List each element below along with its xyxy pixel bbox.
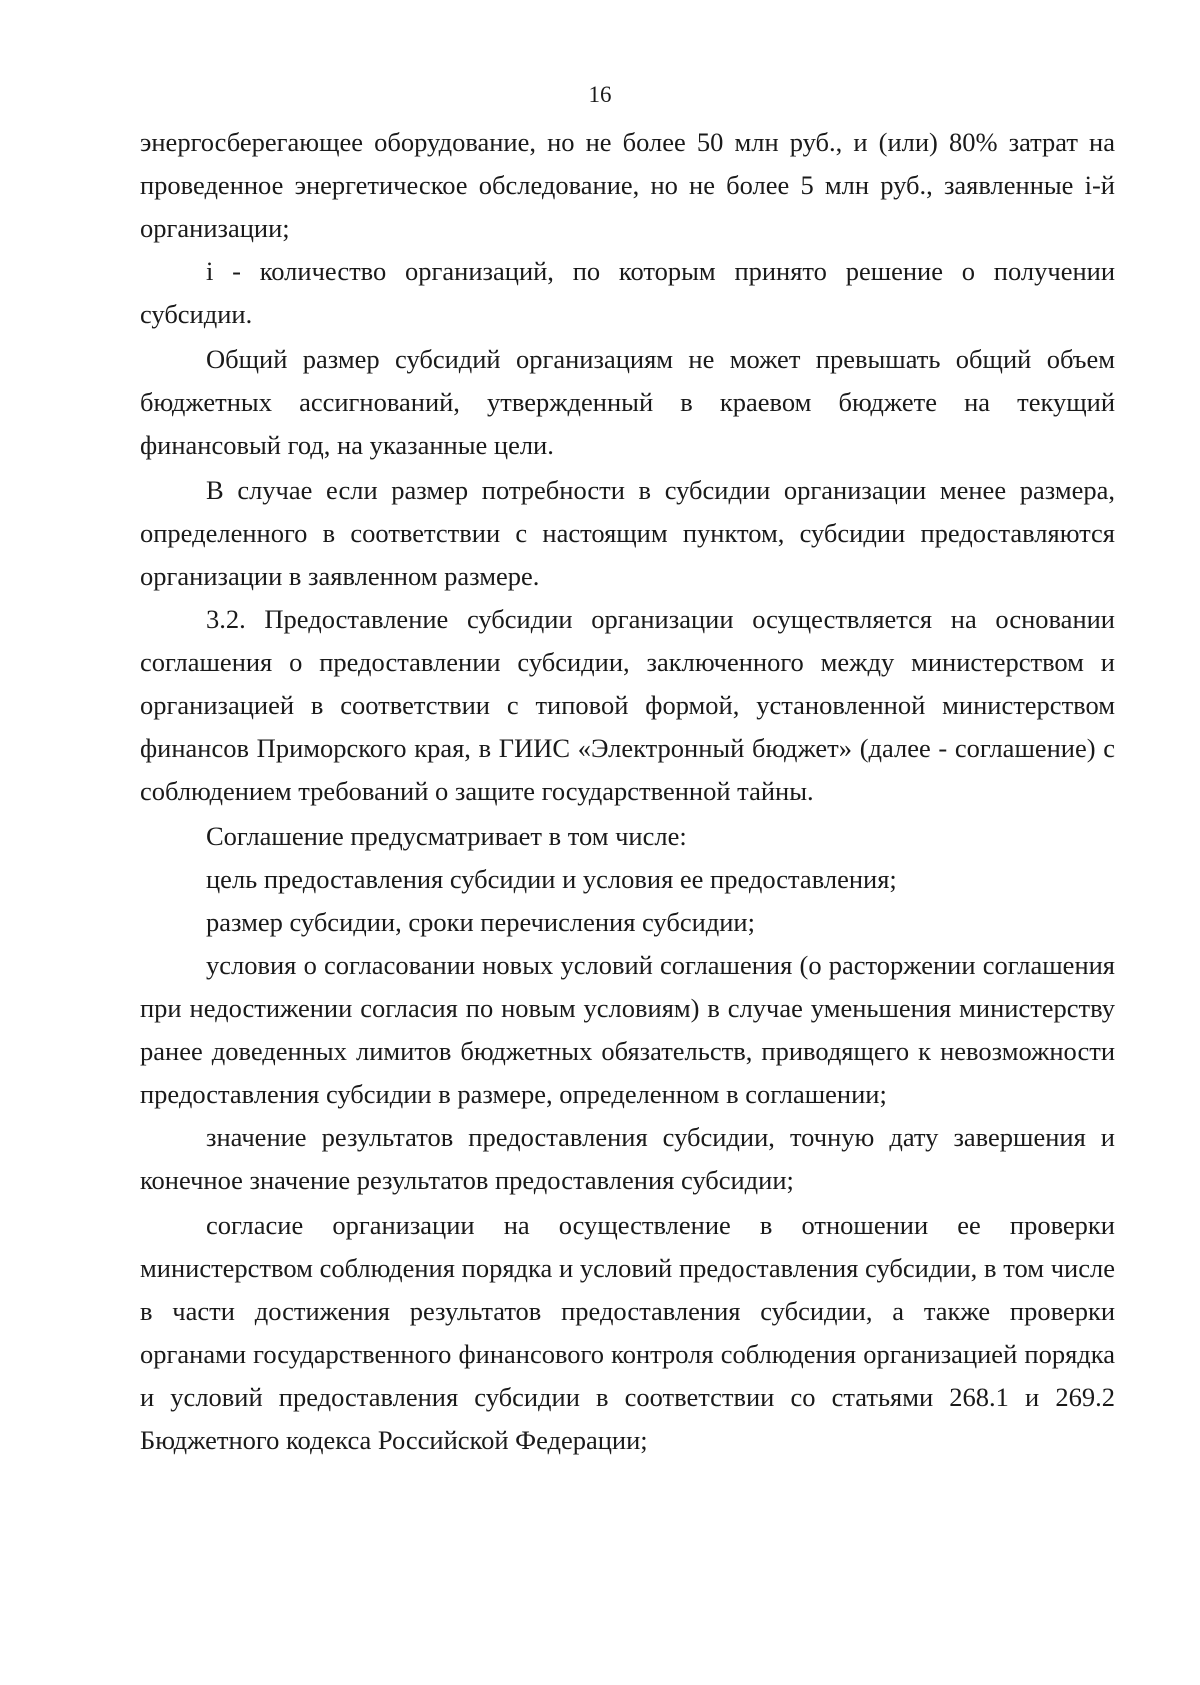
page-number: 16	[588, 82, 612, 107]
document-body	[140, 121, 1115, 1462]
paragraph-results: значение результатов предоставления субсидии, точную дату завершения и конечное значение результатов предоставления субсидии;	[140, 1122, 1115, 1195]
paragraph-inspection-consent: согласие организации на осуществление в отношении ее проверки министерством соблюдения порядка и условий предоставления субсидии, в том числе в части достижения результатов предоставления субсидии, а также проверки органами государственного финансового контроля соблюдения организацией порядка и условий предоставления субсидии в соответствии со статьями 268.1 и 269.2 Бюджетного кодекса Российской Федерации;	[140, 1210, 1115, 1455]
paragraph-i-definition: i - количество организаций, по которым принято решение о получении субсидии.	[140, 256, 1115, 329]
paragraph-3-2: 3.2. Предоставление субсидии организации осуществляется на основании соглашения о предоставлении субсидии, заключенного между министерством и организацией в соответствии с типовой формой, установленной министерством финансов Приморского края, в ГИИС «Электронный бюджет» (далее - соглашение) с соблюдением требований о защите государственной тайны.	[140, 604, 1115, 806]
paragraph-continuation: энергосберегающее оборудование, но не более 50 млн руб., и (или) 80% затрат на проведенное энергетическое обследование, но не более 5 млн руб., заявленные i-й организации;	[140, 127, 1115, 243]
paragraph-agreement-includes: Соглашение предусматривает в том числе:	[206, 821, 687, 851]
paragraph-new-conditions: условия о согласовании новых условий соглашения (о расторжении соглашения при недостижении согласия по новым условиям) в случае уменьшения министерству ранее доведенных лимитов бюджетных обязательств, приводящего к невозможности предоставления субсидии в размере, определенном в соглашении;	[140, 950, 1115, 1109]
paragraph-lesser-need: В случае если размер потребности в субсидии организации менее размера, определенного в соответствии с настоящим пунктом, субсидии предоставляются организации в заявленном размере.	[140, 475, 1115, 591]
paragraph-amount: размер субсидии, сроки перечисления субсидии;	[206, 907, 755, 937]
paragraph-total-limit: Общий размер субсидий организациям не может превышать общий объем бюджетных ассигнований, утвержденный в краевом бюджете на текущий финансовый год, на указанные цели.	[140, 344, 1115, 460]
paragraph-purpose: цель предоставления субсидии и условия ее предоставления;	[206, 864, 897, 894]
